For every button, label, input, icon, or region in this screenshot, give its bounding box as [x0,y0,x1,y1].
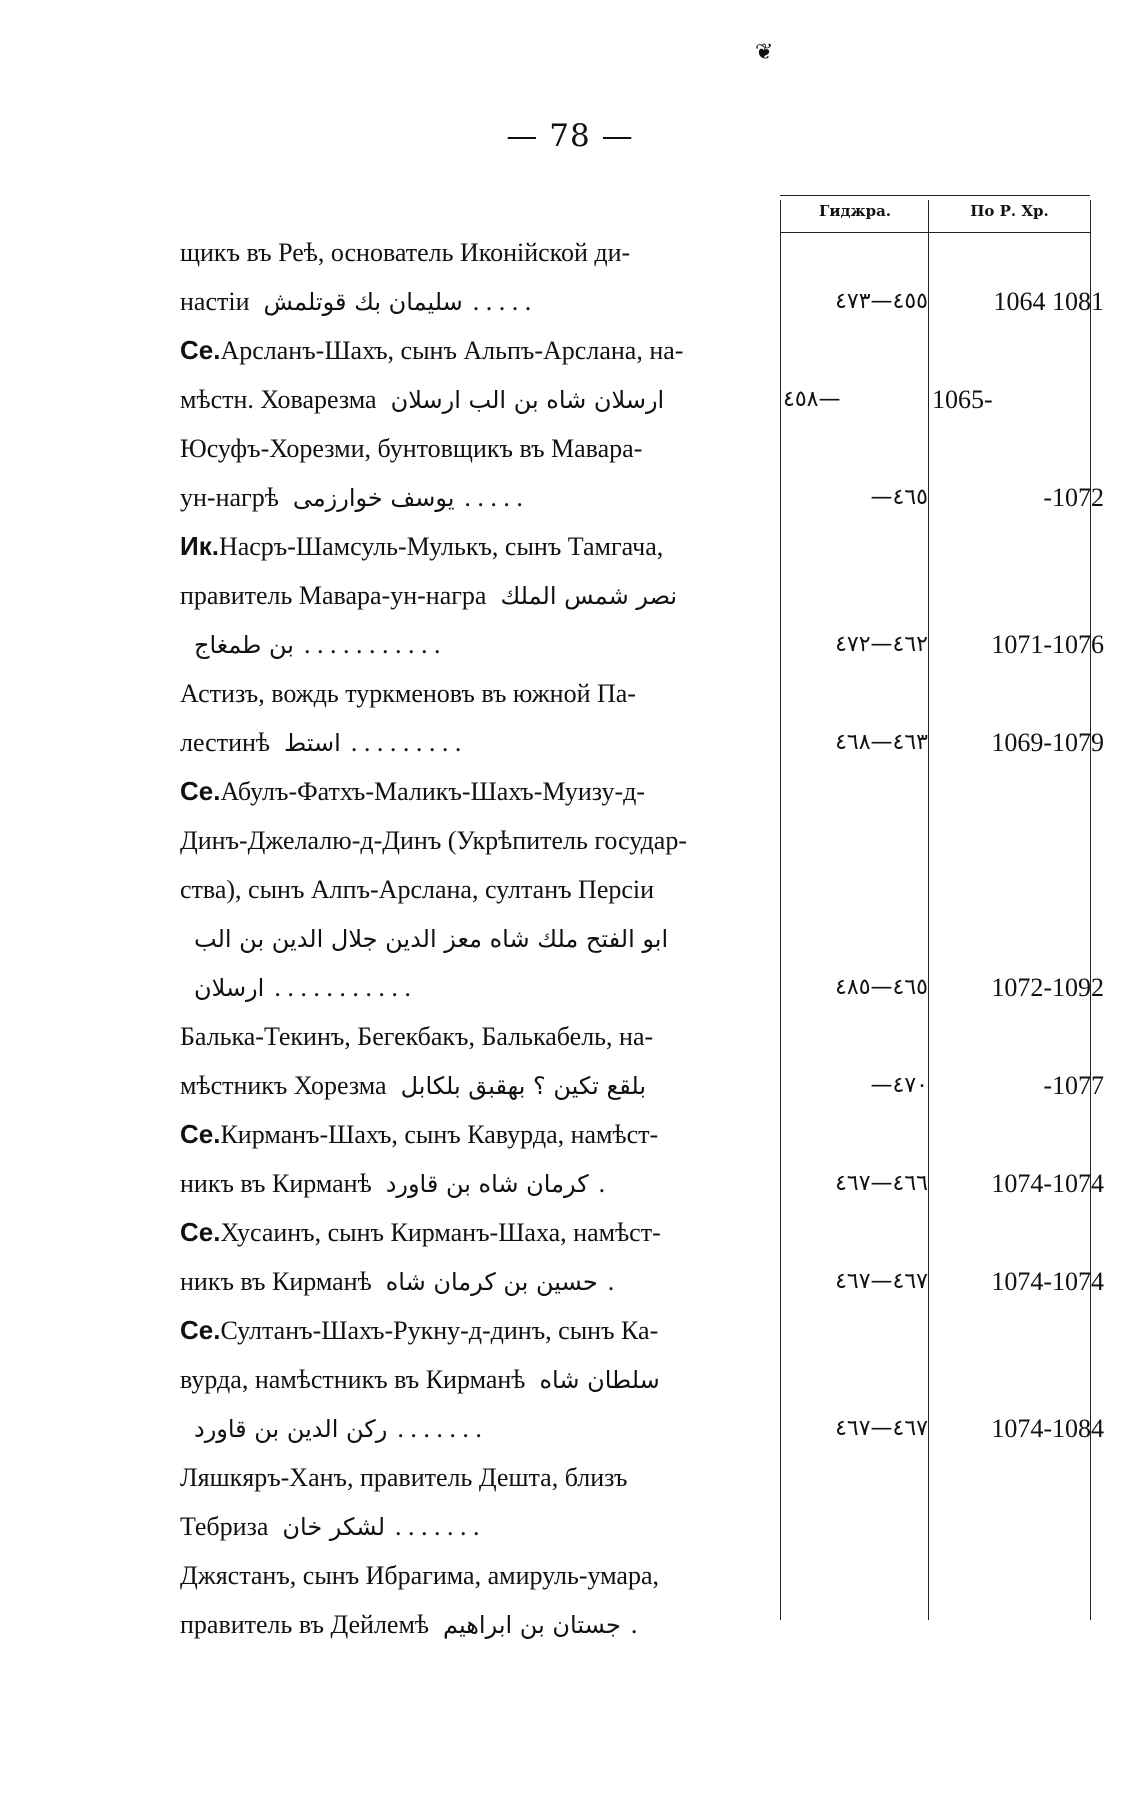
entry-description: Астизъ, вождь туркменовъ въ южной Па- [180,679,636,708]
hijra-years: ٤٦٢—٤٧٢ [835,632,928,657]
list-item [180,1404,1104,1453]
arabic-name: جستان بن ابراهيم [443,1611,621,1639]
list-item [180,1453,1100,1502]
leader-dots: . . . . . . . [397,1414,482,1443]
arabic-name: سليمان بك قوتلمش [263,288,463,316]
list-item [180,1306,1100,1355]
list-item [180,963,1104,1012]
entry-text [180,914,770,964]
arabic-name: بن طمغاج [194,631,294,659]
list-item [180,473,1104,522]
entry-description: настіи [180,287,250,316]
list-item [180,767,1100,816]
entry-text [180,1061,770,1111]
list-item [180,228,1100,277]
list-item [180,1061,1104,1110]
dynasty-tag: Се. [180,1315,221,1345]
ad-years: 1074-1084 [991,1414,1104,1443]
hijra-years: —٤٦٥ [870,485,928,510]
entry-text [180,767,770,816]
list-item [180,718,1104,767]
dynasty-tag: Се. [180,335,221,365]
arabic-name: استط [284,729,341,757]
list-item [180,571,1100,620]
entry-description: Кирманъ-Шахъ, сынъ Кавурда, намѣст- [220,1120,659,1149]
entry-text [180,620,770,670]
list-item [180,1208,1100,1257]
list-item [180,620,1104,669]
entry-description: Султанъ-Шахъ-Рукну-д-динъ, сынъ Ка- [220,1316,659,1345]
list-item [180,1600,1100,1649]
list-item [180,1012,1100,1061]
entry-description: никъ въ Кирманѣ [180,1267,372,1296]
entry-text [180,375,770,425]
dynasty-tag: Се. [180,776,221,806]
entry-text [180,1159,770,1209]
entry-description: Арсланъ-Шахъ, сынъ Альпъ-Арслана, на- [220,336,684,365]
arabic-name: يوسف خوارزمى [292,484,455,512]
entry-text [180,1355,770,1405]
leader-dots: . [607,1267,615,1296]
list-item [180,1110,1100,1159]
entry-text [180,1404,770,1454]
list-item [180,914,1100,963]
ad-years: 1072-1092 [991,973,1104,1002]
entry-text [180,1012,770,1061]
leader-dots: . . . . . . . [395,1512,480,1541]
page-number: — 78 — [506,118,634,154]
entry-text [180,277,770,327]
ad-years: -1077 [1043,1071,1104,1100]
entry-text [180,963,770,1013]
chronology-list [180,228,1104,1649]
entry-text [180,816,770,865]
ad-years: -1072 [1043,483,1104,512]
entry-text [180,1502,770,1552]
arabic-name: ارسلان شاه بن الب ارسلان [390,386,665,414]
entry-text [180,865,770,914]
leader-dots: . . . . . . . . . [350,728,462,757]
entry-text [180,1453,770,1502]
entry-text [180,1257,770,1307]
entry-description: никъ въ Кирманѣ [180,1169,372,1198]
ad-years: 1065- [932,385,993,414]
arabic-name: ارسلان [194,974,265,1002]
leader-dots: . . . . . [472,287,532,316]
header-hijra: Гиджра. [818,202,892,220]
list-item [180,669,1100,718]
list-item [180,375,1100,424]
leader-dots: . [630,1610,638,1639]
leader-dots: . . . . . [464,483,523,512]
entry-description: правитель Мавара-ун-награ [180,581,487,610]
entry-text [180,326,770,375]
entry-text [180,228,770,277]
hijra-years: ٤٦٦—٤٦٧ [835,1171,928,1196]
entry-text [180,473,770,523]
arabic-name: ركن الدين بن قاورد [194,1415,388,1443]
entry-text [180,1551,770,1600]
page-ornament: ❦ [755,40,774,65]
list-item [180,816,1100,865]
dynasty-tag: Ик. [180,531,219,561]
arabic-name: كرمان شاه بن قاورد [385,1170,589,1198]
list-item [180,1502,1100,1551]
entry-description: ства), сынъ Алпъ-Арслана, султанъ Персіи [180,875,655,904]
entry-description: правитель въ Дейлемѣ [180,1610,430,1639]
list-item [180,1551,1100,1600]
hijra-years: ٤٦٧—٤٦٧ [835,1269,928,1294]
entry-description: Балька-Текинъ, Бегекбакъ, Балькабель, на- [180,1022,654,1051]
list-item [180,424,1100,473]
entry-description: Хусаинъ, сынъ Кирманъ-Шаха, намѣст- [220,1218,661,1247]
arabic-name: نصر شمس الملك [500,582,678,610]
list-item [180,1257,1104,1306]
hijra-years: ٤٥٥—٤٧٣ [835,289,928,314]
list-item [180,277,1104,326]
list-item [180,865,1100,914]
ad-years: 1074-1074 [991,1267,1104,1296]
arabic-name: حسين بن كرمان شاه [385,1268,598,1296]
entry-description: вурда, намѣстникъ въ Кирманѣ [180,1365,526,1394]
entry-description: Джястанъ, сынъ Ибрагима, амируль-умара, [180,1561,660,1590]
entry-text [180,424,770,473]
entry-description: Юсуфъ-Хорезми, бунтовщикъ въ Мавара- [180,434,643,463]
arabic-name: بلقع تكين ؟ بهقبق بلكابل [400,1072,647,1100]
header-ad: По Р. Хр. [970,202,1049,220]
entry-description: мѣстн. Ховарезма [180,385,377,414]
hijra-years: ٤٦٥—٤٨٥ [835,975,928,1000]
entry-description: Абулъ-Фатхъ-Маликъ-Шахъ-Муизу-д- [220,777,646,806]
hijra-years: ٤٦٧—٤٦٧ [835,1416,928,1441]
entry-text [180,1600,770,1650]
entry-description: щикъ въ Реѣ, основатель Иконійской ди- [180,238,631,267]
dynasty-tag: Се. [180,1119,221,1149]
entry-text [180,669,770,718]
entry-description: Тебриза [180,1512,269,1541]
entry-text [180,1208,770,1257]
hijra-years: —٤٧٠ [870,1073,928,1098]
arabic-name: سلطان شاه [539,1366,660,1394]
table-top-rule [780,195,1090,196]
leader-dots: . . . . . . . . . . . [303,630,441,659]
entry-description: ун-нагрѣ [180,483,279,512]
leader-dots: . . . . . . . . . . . [274,973,411,1002]
entry-text [180,718,770,768]
entry-description: Насръ-Шамсуль-Мулькъ, сынъ Тамгача, [218,532,664,561]
entry-description: Динъ-Джелалю-д-Динъ (Укрѣпитель государ- [180,826,687,855]
list-item [180,1355,1100,1404]
list-item [180,326,1100,375]
ad-years: 1071-1076 [991,630,1104,659]
entry-description: Ляшкяръ-Ханъ, правитель Дешта, близъ [180,1463,628,1492]
entry-text [180,522,770,571]
leader-dots: . [598,1169,606,1198]
hijra-years: ٤٥٨— [783,387,841,412]
ad-years: 1074-1074 [991,1169,1104,1198]
entry-text [180,571,770,621]
list-item [180,522,1100,571]
entry-text [180,1306,770,1355]
arabic-name: ابو الفتح ملك شاه معز الدين جلال الدين بن الب [194,925,669,953]
entry-text [180,1110,770,1159]
arabic-name: لشكر خان [282,1513,386,1541]
entry-description: лестинѣ [180,728,271,757]
entry-description: мѣстникъ Хорезма [180,1071,387,1100]
dynasty-tag: Се. [180,1217,221,1247]
list-item [180,1159,1104,1208]
hijra-years: ٤٦٣—٤٦٨ [835,730,928,755]
ad-years: 1064 1081 [993,287,1104,316]
ad-years: 1069-1079 [991,728,1104,757]
